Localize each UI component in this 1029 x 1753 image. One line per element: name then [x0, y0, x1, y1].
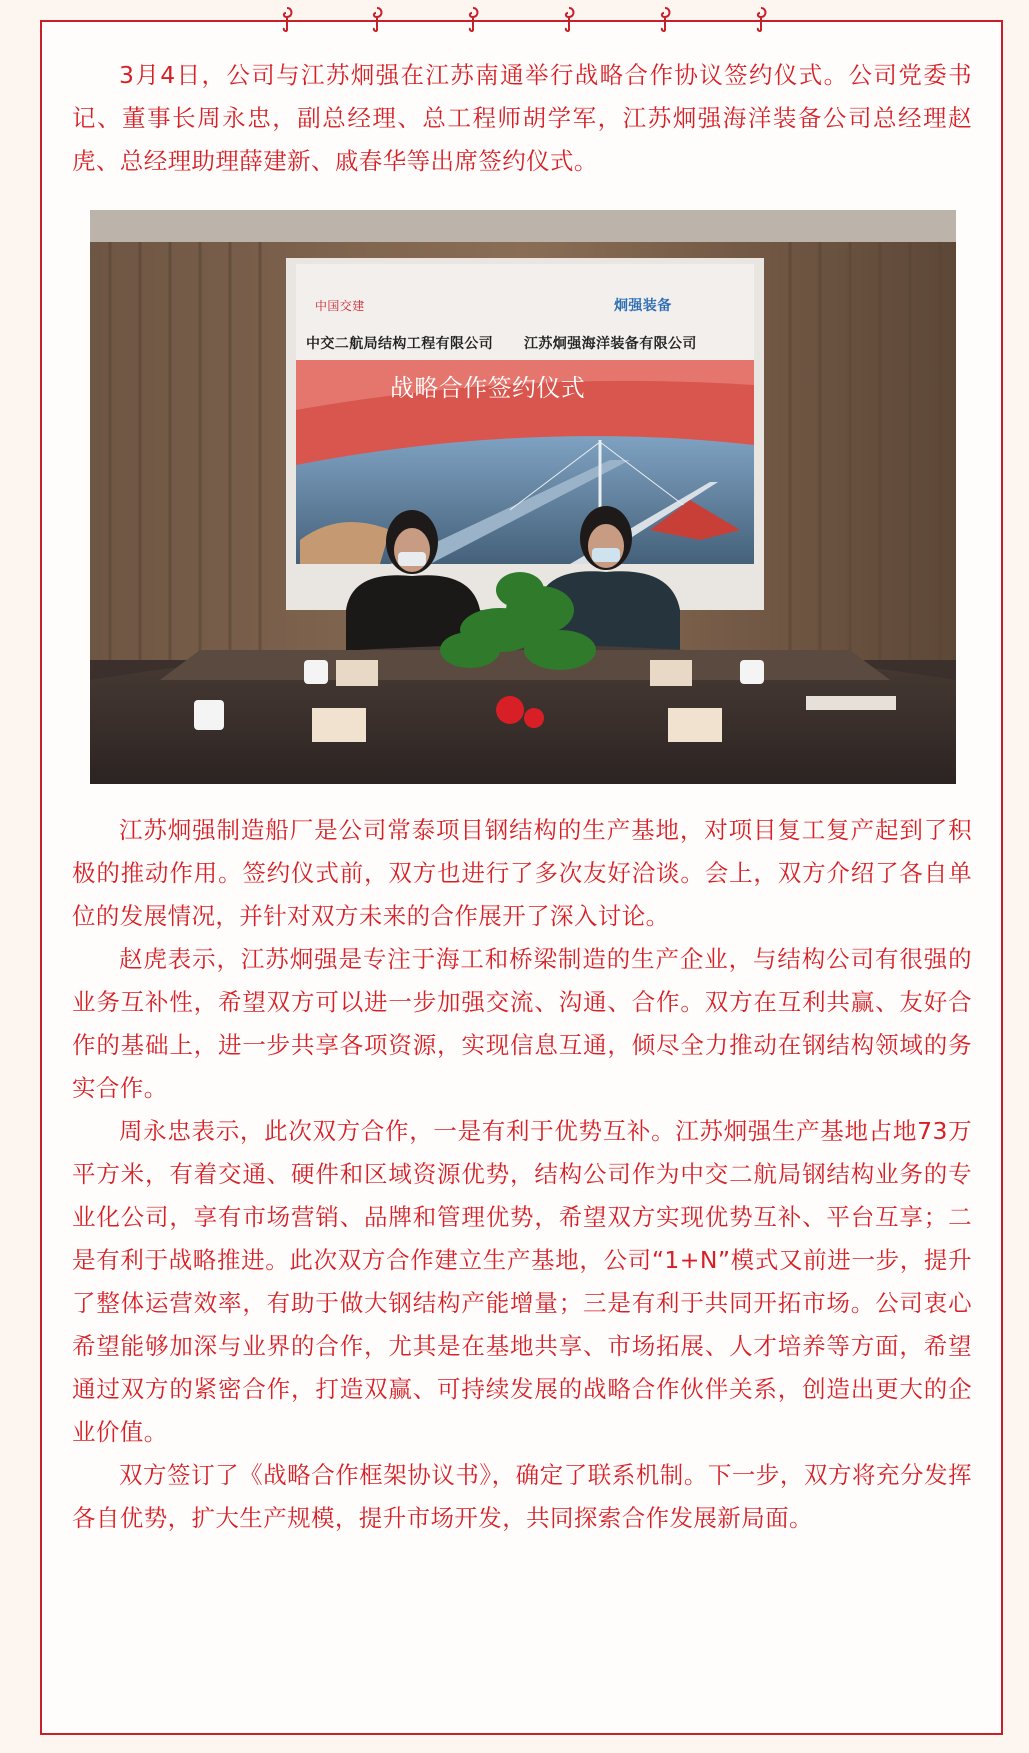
article-body: [72, 54, 972, 1540]
screen-company-right: 江苏炯强海洋装备有限公司: [524, 336, 697, 352]
binder-rings: [0, 6, 1029, 36]
ring-icon: [658, 6, 672, 32]
screen-title: 战略合作签约仪式: [390, 374, 586, 402]
paragraph-intro: 3月4日，公司与江苏炯强在江苏南通举行战略合作协议签约仪式。公司党委书记、董事长周永忠，副总经理、总工程师胡学军，江苏炯强海洋装备公司总经理赵虎、总经理助理薛建新、戚春华等出席签约仪式。: [72, 61, 972, 175]
paragraph-background: 江苏炯强制造船厂是公司常泰项目钢结构的生产基地，对项目复工复产起到了积极的推动作用。签约仪式前，双方也进行了多次友好洽谈。会上，双方介绍了各自单位的发展情况，并针对双方未来的合作展开了深入讨论。: [72, 816, 972, 930]
ring-icon: [562, 6, 576, 32]
ring-icon: [370, 6, 384, 32]
ring-icon: [754, 6, 768, 32]
paragraph-conclusion: 双方签订了《战略合作框架协议书》，确定了联系机制。下一步，双方将充分发挥各自优势，扩大生产规模，提升市场开发，共同探索合作发展新局面。: [72, 1461, 972, 1532]
screen-logo-left: 中国交建: [315, 299, 365, 313]
screen-logo-right: 炯强装备: [614, 298, 672, 314]
photo-illustration: [90, 210, 956, 784]
paragraph-zhao-hu: 赵虎表示，江苏炯强是专注于海工和桥梁制造的生产企业，与结构公司有很强的业务互补性，希望双方可以进一步加强交流、沟通、合作。双方在互利共赢、友好合作的基础上，进一步共享各项资源，实现信息互通，倾尽全力推动在钢结构领域的务实合作。: [72, 945, 972, 1102]
ring-icon: [466, 6, 480, 32]
screen-company-left: 中交二航局结构工程有限公司: [306, 336, 494, 352]
ring-icon: [280, 6, 294, 32]
paragraph-zhou-yongzhong: 周永忠表示，此次双方合作，一是有利于优势互补。江苏炯强生产基地占地73万平方米，有着交通、硬件和区域资源优势，结构公司作为中交二航局钢结构业务的专业化公司，享有市场营销、品牌和管理优势，希望双方实现优势互补、平台互享；二是有利于战略推进。此次双方合作建立生产基地，公司“1+N”模式又前进一步，提升了整体运营效率，有助于做大钢结构产能增量；三是有利于共同开拓市场。公司衷心希望能够加深与业界的合作，尤其是在基地共享、市场拓展、人才培养等方面，希望通过双方的紧密合作，打造双赢、可持续发展的战略合作伙伴关系，创造出更大的企业价值。: [72, 1117, 972, 1446]
signing-ceremony-photo: [90, 210, 956, 784]
